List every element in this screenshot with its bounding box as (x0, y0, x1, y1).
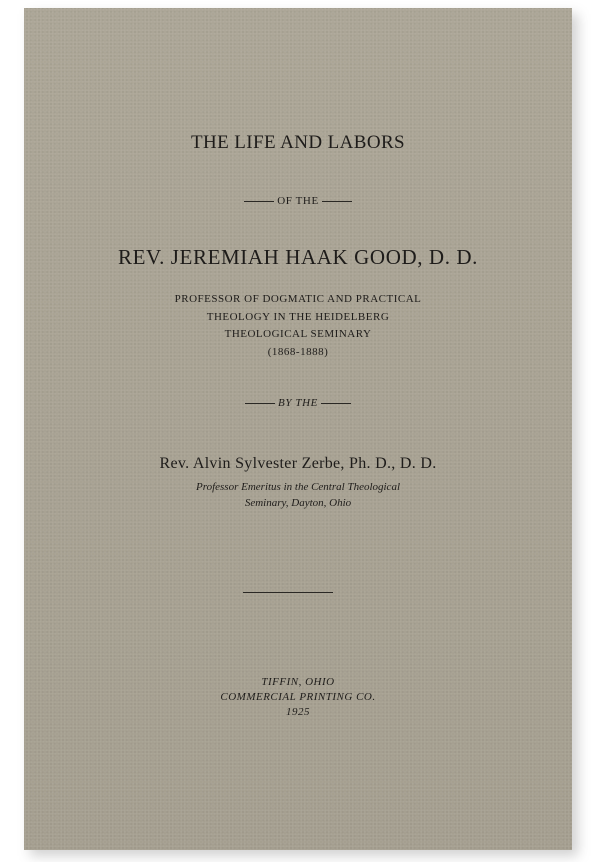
right-dash (321, 403, 351, 404)
by-the-line (24, 397, 572, 409)
divider-rule (243, 592, 333, 593)
subject-dates: (1868-1888) (267, 346, 329, 358)
imprint-place: TIFFIN, OHIO (261, 676, 335, 688)
subject-name: REV. JEREMIAH HAAK GOOD, D. D. (117, 245, 479, 269)
by-the-text: BY THE (278, 397, 318, 409)
subject-description-line: THEOLOGY IN THE HEIDELBERG (206, 311, 390, 323)
author-affiliation-line: Professor Emeritus in the Central Theological (196, 481, 400, 493)
left-dash (245, 403, 275, 404)
pamphlet-cover (24, 8, 572, 850)
imprint-year: 1925 (286, 706, 310, 718)
imprint-publisher: COMMERCIAL PRINTING CO. (220, 691, 376, 703)
author-name: Rev. Alvin Sylvester Zerbe, Ph. D., D. D. (159, 455, 437, 472)
book-title: THE LIFE AND LABORS (191, 132, 405, 153)
author-affiliation-line: Seminary, Dayton, Ohio (244, 497, 352, 509)
of-the-line (24, 195, 572, 207)
right-dash (322, 201, 352, 202)
subject-description-line: PROFESSOR OF DOGMATIC AND PRACTICAL (174, 293, 422, 305)
left-dash (244, 201, 274, 202)
subject-description-line: THEOLOGICAL SEMINARY (224, 328, 372, 340)
of-the-text: OF THE (277, 195, 319, 207)
